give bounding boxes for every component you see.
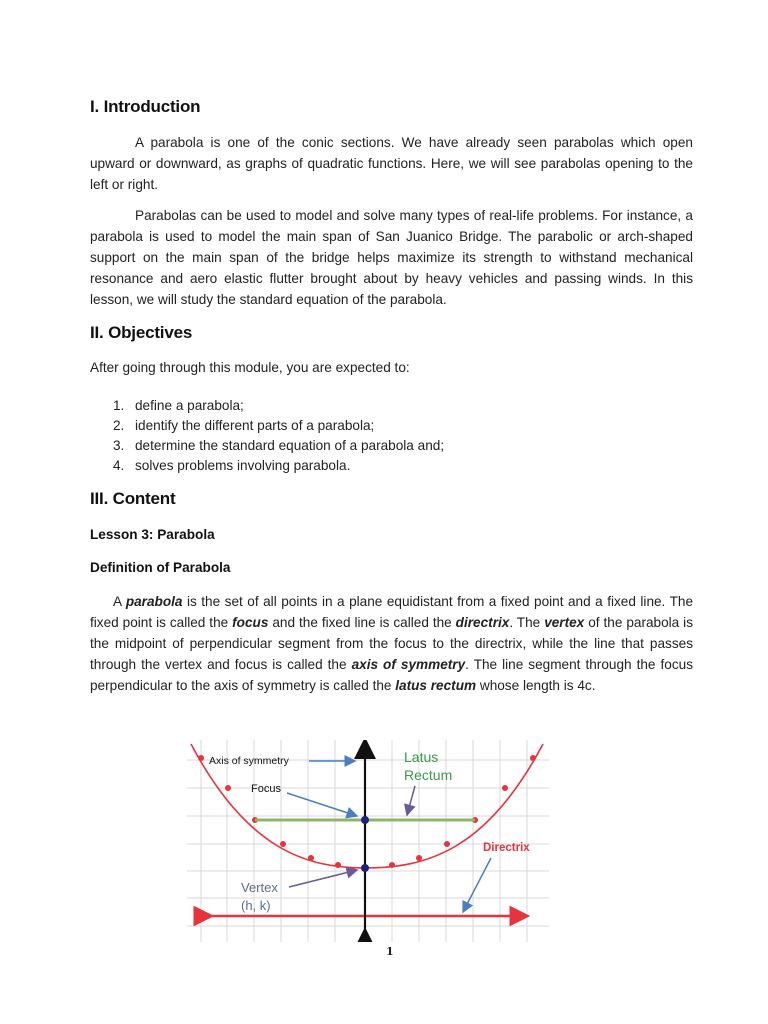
axis-label: Axis of symmetry xyxy=(209,755,289,767)
vertex-label-line-2: (h, k) xyxy=(241,898,271,913)
list-item xyxy=(90,416,444,436)
lesson-title: Lesson 3: Parabola xyxy=(90,527,215,542)
content-heading: III. Content xyxy=(90,489,176,508)
list-item-number: 4. xyxy=(113,458,125,473)
term-parabola: parabola xyxy=(125,594,183,609)
list-item xyxy=(90,456,444,476)
list-item xyxy=(90,436,444,456)
objectives-heading: II. Objectives xyxy=(90,323,193,342)
definition-paragraph: A parabola is the set of all points in a plane equidistant from a fixed point and a fixed line. The fixed point is called the focus and the fixed line is called the directrix. The vertex of the parabola is the midpoint of perpendicular segment from the focus to the directrix, while the line that passes through the vertex and focus is called the axis of symmetry. The line segment through the focus perpendicular to the axis of symmetry is called the latus rectum whose length is 4c. xyxy=(90,594,694,693)
introduction-heading: I. Introduction xyxy=(90,97,201,116)
list-item-text: identify the different parts of a parabola; xyxy=(135,418,375,433)
list-item-number: 1. xyxy=(113,398,125,413)
vertex-point xyxy=(361,864,369,872)
focus-label: Focus xyxy=(251,783,281,795)
list-item-text: determine the standard equation of a parabola and; xyxy=(135,438,445,453)
vertex-label-arrow xyxy=(289,870,357,887)
term-focus: focus xyxy=(232,615,269,630)
focus-point xyxy=(361,816,369,824)
introduction-paragraph-1: A parabola is one of the conic sections. We have already seen parabolas which open upward or downward, as graphs of quadratic functions. Here, we will see parabolas opening to the left or right. xyxy=(90,135,693,192)
page-number: 1 xyxy=(386,945,394,958)
directrix-label-arrow xyxy=(463,858,491,912)
directrix-label: Directrix xyxy=(483,842,530,854)
list-item-number: 2. xyxy=(113,418,125,433)
list-item-number: 3. xyxy=(113,438,125,453)
term-axis-of-symmetry: axis of symmetry xyxy=(351,657,466,672)
latus-label-arrow xyxy=(407,786,415,815)
list-item-text: define a parabola; xyxy=(135,398,244,413)
latus-label-line-2: Rectum xyxy=(404,767,453,783)
parabola-diagram xyxy=(187,740,549,942)
introduction-paragraph-2: Parabolas can be used to model and solve many types of real-life problems. For instance, a parabola is used to model the main span of San Juanico Bridge. The parabolic or arch-shaped support on the main span of the bridge helps maximize its strength to withstand mechanical resonance and aero elastic flutter brought about by heavy vehicles and passing winds. In this lesson, we will study the standard equation of the parabola. xyxy=(90,208,693,307)
latus-label-line-1: Latus xyxy=(404,749,439,765)
focus-label-arrow xyxy=(287,793,357,816)
term-directrix: directrix xyxy=(455,615,510,630)
definition-title: Definition of Parabola xyxy=(90,560,231,575)
term-vertex: vertex xyxy=(544,615,585,630)
term-latus-rectum: latus rectum xyxy=(395,678,477,693)
list-item-text: solves problems involving parabola. xyxy=(135,458,351,473)
objectives-intro: After going through this module, you are expected to: xyxy=(90,360,410,375)
objectives-list xyxy=(90,396,444,476)
vertex-label-line-1: Vertex xyxy=(241,880,278,895)
list-item xyxy=(90,396,444,416)
